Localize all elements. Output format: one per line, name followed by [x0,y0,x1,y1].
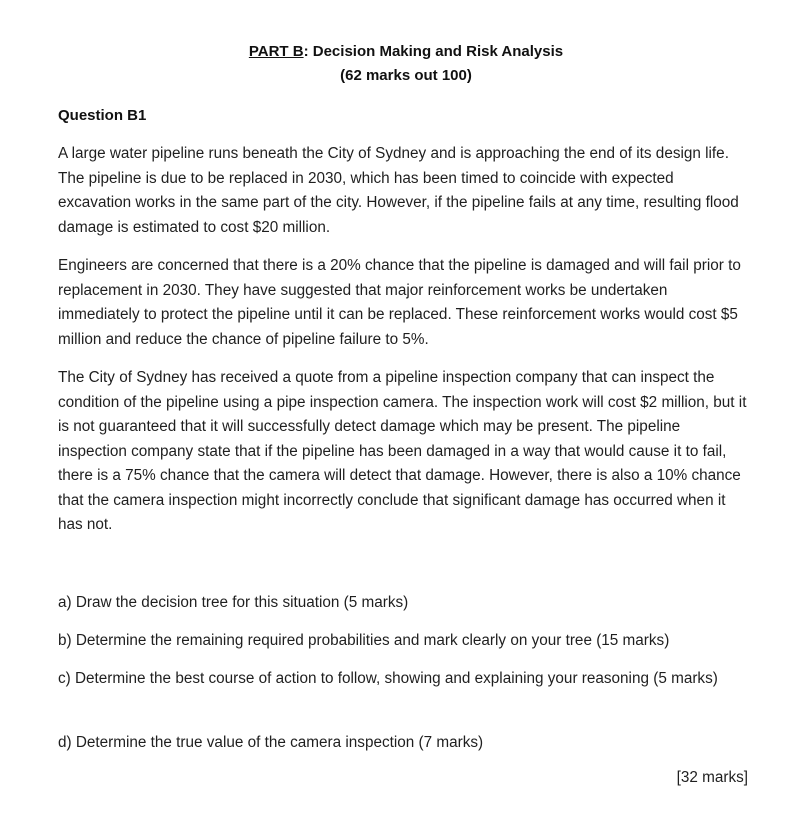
total-marks: [32 marks] [676,769,748,786]
question-paragraph: A large water pipeline runs beneath the City of Sydney and is approaching the end of its design life. The pipeline is due to be replaced in 2030, which has been timed to coincide with expected excavation works in the same part of the city. However, if the pipeline fails at any time, resulting flood damage is estimated to cost $20 million. [58,145,739,236]
part-title [0,43,812,60]
part-title-text: : Decision Making and Risk Analysis [303,43,564,60]
question-part-a: a) Draw the decision tree for this situation (5 marks) [58,594,409,611]
question-paragraph: The City of Sydney has received a quote from a pipeline inspection company that can inspect the condition of the pipeline using a pipe inspection camera. The inspection work will cost $2 million, but it is not guaranteed that it will successfully detect damage which may be present. The pipeline inspection company state that if the pipeline has been damaged in a way that would cause it to fail, there is a 75% chance that the camera will detect that damage. However, there is also a 10% chance that the camera inspection might incorrectly conclude that significant damage has occurred when it has not. [58,369,747,533]
question-paragraph: Engineers are concerned that there is a 20% chance that the pipeline is damaged and will fail prior to replacement in 2030. They have suggested that major reinforcement works be undertaken immediately to protect the pipeline until it can be replaced. These reinforcement works would cost $5 million and reduce the chance of pipeline failure to 5%. [58,257,741,348]
part-label: PART B [248,43,304,60]
question-part-b: b) Determine the remaining required probabilities and mark clearly on your tree (15 marks) [58,632,670,649]
question-part-c: c) Determine the best course of action to follow, showing and explaining your reasoning (5 marks) [58,670,718,687]
part-marks: (62 marks out 100) [340,67,472,84]
question-heading: Question B1 [58,107,147,124]
question-part-d: d) Determine the true value of the camera inspection (7 marks) [58,734,484,751]
